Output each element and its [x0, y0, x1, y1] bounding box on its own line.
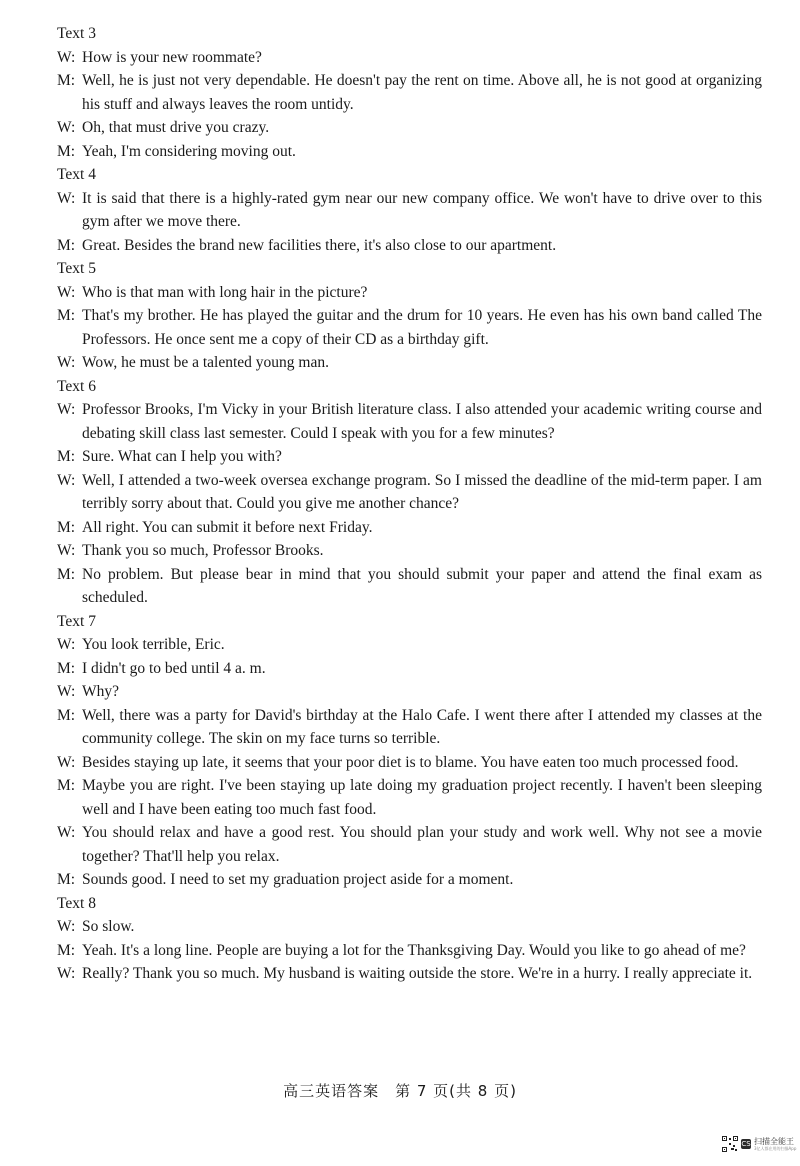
dialogue-line: [57, 939, 762, 963]
dialogue-text: Sounds good. I need to set my graduation project aside for a moment.: [82, 871, 514, 888]
dialogue-line: [57, 751, 762, 775]
dialogue-line: [57, 704, 762, 751]
speaker-label: M:: [57, 307, 76, 324]
dialogue-line: [57, 187, 762, 234]
section-heading: Text 5: [57, 260, 96, 277]
section-heading: Text 8: [57, 894, 96, 912]
dialogue-text: You look terrible, Eric.: [82, 636, 225, 653]
speaker-label: W:: [57, 471, 76, 489]
dialogue-text: That's my brother. He has played the guitar and the drum for 10 years. He even has his own band called The Professors. He once sent me a copy of their CD as a birthday gift.: [82, 307, 762, 348]
speaker-label: W:: [57, 683, 76, 700]
dialogue-line: [57, 539, 762, 563]
speaker-label: M:: [57, 659, 76, 677]
dialogue-line: [57, 445, 762, 469]
dialogue-text: Wow, he must be a talented young man.: [82, 354, 329, 371]
watermark-tagline: 3亿人都在用的扫描App: [754, 1146, 797, 1151]
dialogue-text: Professor Brooks, I'm Vicky in your British literature class. I also attended your academic writing course and debating skill class last semester. Could I speak with you for a few minutes?: [82, 401, 762, 442]
dialogue-text: Why?: [82, 683, 120, 700]
dialogue-text: All right. You can submit it before next Friday.: [82, 518, 373, 536]
scanner-watermark: [722, 1136, 796, 1152]
speaker-label: W:: [57, 401, 76, 418]
dialogue-line: [57, 69, 762, 116]
dialogue-line: [57, 774, 762, 821]
speaker-label: M:: [57, 236, 76, 254]
dialogue-line: [57, 46, 762, 70]
speaker-label: W:: [57, 119, 76, 136]
speaker-label: M:: [57, 777, 76, 794]
watermark-brand: 扫描全能王: [754, 1137, 794, 1146]
speaker-label: M:: [57, 565, 76, 583]
section-heading: Text 6: [57, 377, 96, 395]
dialogue-text: Maybe you are right. I've been staying up late doing my graduation project recently. I haven't been sleeping well and I have been eating too much fast food.: [82, 777, 762, 818]
dialogue-text: Yeah, I'm considering moving out.: [82, 142, 296, 160]
speaker-label: M:: [57, 518, 76, 536]
dialogue-text: Really? Thank you so much. My husband is waiting outside the store. We're in a hurry. I really appreciate it.: [82, 965, 753, 982]
camscanner-logo-icon: CS: [741, 1140, 751, 1148]
dialogue-line: [57, 680, 762, 704]
speaker-label: W:: [57, 965, 76, 982]
dialogue-text: Thank you so much, Professor Brooks.: [82, 542, 324, 559]
dialogue-line: [57, 140, 762, 164]
dialogue-text: Sure. What can I help you with?: [82, 448, 282, 465]
dialogue-line: [57, 563, 762, 610]
section-heading: Text 7: [57, 612, 96, 630]
dialogue-text: Oh, that must drive you crazy.: [82, 119, 270, 136]
dialogue-line: [57, 281, 762, 305]
speaker-label: M:: [57, 871, 76, 888]
dialogue-line: [57, 657, 762, 681]
dialogue-text: Well, there was a party for David's birthday at the Halo Cafe. I went there after I attended my classes at the community college. The skin on my face turns so terrible.: [82, 706, 762, 747]
dialogue-text: Who is that man with long hair in the picture?: [82, 283, 368, 301]
dialogue-line: [57, 398, 762, 445]
dialogue-line: [57, 962, 762, 986]
dialogue-line: [57, 915, 762, 939]
transcript: [57, 22, 762, 986]
dialogue-text: Besides staying up late, it seems that your poor diet is to blame. You have eaten too much processed food.: [82, 753, 739, 771]
dialogue-line: [57, 234, 762, 258]
dialogue-text: I didn't go to bed until 4 a. m.: [82, 659, 266, 677]
dialogue-text: So slow.: [82, 918, 135, 935]
speaker-label: W:: [57, 636, 76, 653]
speaker-label: W:: [57, 753, 76, 771]
dialogue-line: [57, 633, 762, 657]
dialogue-line: [57, 116, 762, 140]
dialogue-line: [57, 516, 762, 540]
dialogue-text: It is said that there is a highly-rated gym near our new company office. We won't have to drive over to this gym after we move there.: [82, 189, 762, 230]
speaker-label: M:: [57, 941, 76, 959]
dialogue-line: [57, 351, 762, 375]
dialogue-text: How is your new roommate?: [82, 48, 262, 66]
section-heading: Text 3: [57, 25, 96, 42]
dialogue-line: [57, 821, 762, 868]
dialogue-text: Yeah. It's a long line. People are buying a lot for the Thanksgiving Day. Would you like to go ahead of me?: [82, 941, 746, 959]
watermark-text: [754, 1137, 796, 1151]
qr-code-icon: [722, 1136, 738, 1152]
speaker-label: W:: [57, 48, 76, 66]
page-footer: 高三英语答案 第 7 页(共 8 页): [283, 1082, 517, 1100]
speaker-label: M:: [57, 448, 76, 465]
dialogue-text: Well, I attended a two-week oversea exchange program. So I missed the deadline of the mid-term paper. I am terribly sorry about that. Could you give me another chance?: [82, 471, 762, 512]
dialogue-text: You should relax and have a good rest. You should plan your study and work well. Why not see a movie together? That'll help you relax.: [82, 824, 762, 865]
dialogue-text: Great. Besides the brand new facilities there, it's also close to our apartment.: [82, 236, 557, 254]
dialogue-text: No problem. But please bear in mind that you should submit your paper and attend the final exam as scheduled.: [82, 565, 762, 606]
section-heading: Text 4: [57, 166, 96, 183]
dialogue-line: [57, 868, 762, 892]
speaker-label: W:: [57, 283, 76, 301]
dialogue-line: [57, 304, 762, 351]
dialogue-text: Well, he is just not very dependable. He doesn't pay the rent on time. Above all, he is not good at organizing his stuff and always leaves the room untidy.: [82, 72, 762, 113]
speaker-label: W:: [57, 824, 76, 841]
speaker-label: M:: [57, 72, 76, 89]
speaker-label: M:: [57, 706, 76, 724]
speaker-label: W:: [57, 354, 76, 371]
speaker-label: M:: [57, 142, 76, 160]
speaker-label: W:: [57, 189, 76, 207]
speaker-label: W:: [57, 918, 76, 935]
dialogue-line: [57, 469, 762, 516]
speaker-label: W:: [57, 542, 76, 559]
